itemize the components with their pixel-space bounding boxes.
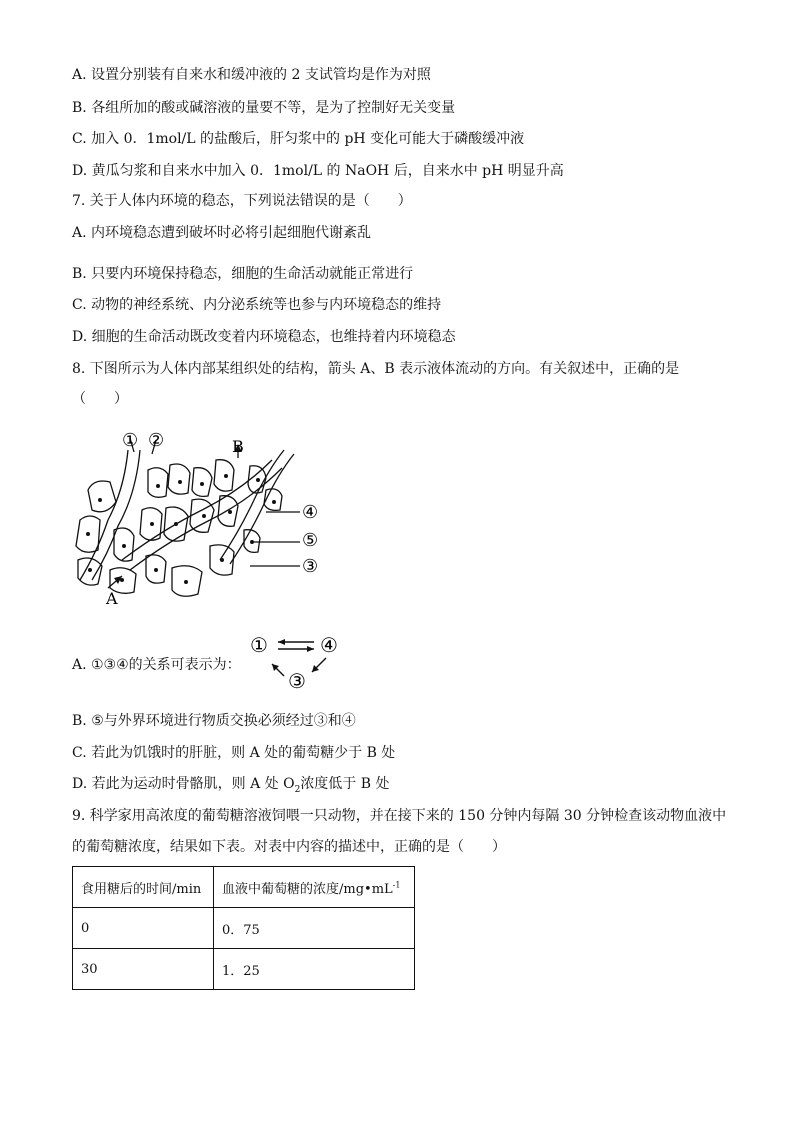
- tissue-diagram: [70, 430, 340, 610]
- figure-label-b: B: [232, 437, 244, 456]
- table-cell: 0．75: [214, 908, 415, 949]
- q8-option-c: C. 若此为饥饿时的肝脏，则 A 处的葡萄糖少于 B 处: [72, 745, 396, 761]
- table-row: [73, 908, 415, 949]
- q9-stem-line2: 的葡萄糖浓度，结果如下表。对表中内容的描述中，正确的是（ ）: [72, 839, 506, 855]
- q7-option-b: B. 只要内环境保持稳态，细胞的生命活动就能正常进行: [72, 266, 414, 282]
- q7-option-d: D. 细胞的生命活动既改变着内环境稳态，也维持着内环境稳态: [72, 329, 456, 345]
- glucose-table: [72, 866, 415, 990]
- figure-label-5: ⑤: [302, 530, 319, 551]
- q8-option-d-post: 浓度低于 B 处: [300, 776, 390, 792]
- q8-option-d-sub: 2: [294, 784, 301, 795]
- figure-label-1: ①: [122, 430, 139, 451]
- relation-node-4: ④: [320, 633, 338, 657]
- q8-option-b: B. ⑤与外界环境进行物质交换必须经过③和④: [72, 713, 356, 729]
- q8-option-d: [72, 775, 390, 799]
- table-cell: 1．25: [214, 949, 415, 990]
- q7-option-c: C. 动物的神经系统、内分泌系统等也参与内环境稳态的维持: [72, 297, 442, 313]
- table-cell: 30: [73, 949, 214, 990]
- table-header-row: [73, 867, 415, 908]
- q6-option-c: C. 加入 0．1mol/L 的盐酸后，肝匀浆中的 pH 变化可能大于磷酸缓冲液: [72, 131, 525, 147]
- table-header-time: 食用糖后的时间/min: [73, 867, 214, 908]
- relation-diagram: [248, 632, 358, 692]
- table-header-sup: -1: [392, 880, 401, 890]
- q8-option-a: A. ①③④的关系可表示为：: [72, 657, 241, 673]
- q6-option-b: B. 各组所加的酸或碱溶液的量要不等，是为了控制好无关变量: [72, 100, 456, 116]
- q9-stem-line1: 9. 科学家用高浓度的葡萄糖溶液饲喂一只动物，并在接下来的 150 分钟内每隔 30 分钟检查该动物血液中: [72, 808, 727, 824]
- figure-label-a: A: [106, 589, 118, 608]
- figure-label-4: ④: [302, 502, 319, 523]
- figure-label-3: ③: [302, 556, 319, 577]
- q7-option-a: A. 内环境稳态遭到破坏时必将引起细胞代谢紊乱: [72, 225, 372, 241]
- q6-option-d: D. 黄瓜匀浆和自来水中加入 0．1mol/L 的 NaOH 后，自来水中 pH 明显升高: [72, 163, 564, 179]
- relation-node-1: ①: [250, 633, 268, 657]
- relation-node-3: ③: [288, 669, 306, 692]
- table-cell: 0: [73, 908, 214, 949]
- table-header-concentration-text: 血液中葡萄糖的浓度/mg•mL: [222, 881, 393, 897]
- q8-option-d-pre: D. 若此为运动时骨骼肌，则 A 处 O: [72, 776, 295, 792]
- q8-stem-paren: （ ）: [72, 391, 128, 407]
- q7-stem: 7. 关于人体内环境的稳态，下列说法错误的是（ ）: [72, 193, 412, 209]
- table-header-concentration: [214, 867, 415, 908]
- figure-label-2: ②: [148, 430, 165, 451]
- table-row: [73, 949, 415, 990]
- q8-stem: 8. 下图所示为人体内部某组织处的结构，箭头 A、B 表示液体流动的方向。有关叙述中，正确的是: [72, 361, 680, 377]
- q6-option-a: A. 设置分别装有自来水和缓冲液的 2 支试管均是作为对照: [72, 67, 431, 83]
